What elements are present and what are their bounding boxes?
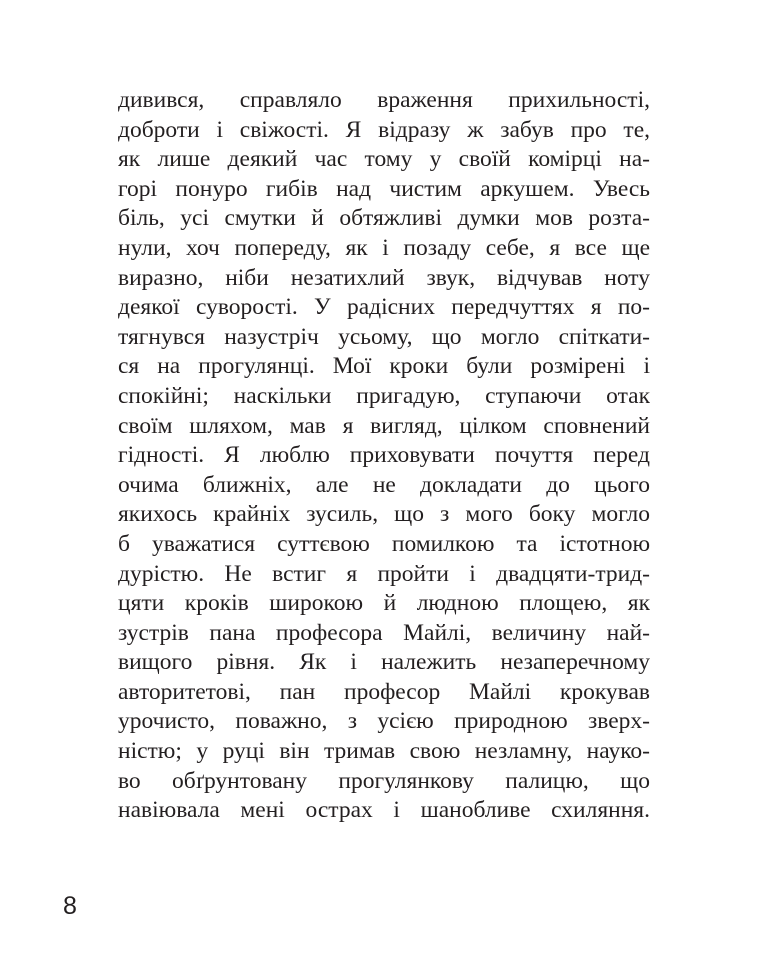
- text-line: цяти кроків широкою й людною площею, як: [118, 590, 650, 617]
- text-line: дивився, справляло враження прихильності,: [118, 87, 650, 113]
- text-line: деякої суворості. У радісних передчуттях я по-: [118, 294, 650, 321]
- text-line: якихось крайніх зусиль, що з мого боку могло: [118, 501, 650, 528]
- text-line: ся на прогулянці. Мої кроки були розмірені і: [118, 353, 650, 380]
- text-line: спокійні; наскільки пригадую, ступаючи отак: [118, 382, 650, 409]
- page-number: 8: [63, 892, 77, 920]
- text-line: гідності. Я люблю приховувати почуття перед: [118, 442, 650, 469]
- text-line: горі понуро гибів над чистим аркушем. Увесь: [118, 175, 650, 202]
- text-line: нули, хоч попереду, як і позаду себе, я все ще: [118, 234, 650, 261]
- text-line: авторитетові, пан професор Майлі крокував: [118, 678, 650, 705]
- text-line: очима ближніх, але не докладати до цього: [118, 471, 650, 498]
- text-line: дурістю. Не встиг я пройти і двадцяти-трид-: [118, 560, 650, 587]
- text-line: урочисто, поважно, з усією природною зверх-: [118, 708, 650, 735]
- text-line: ністю; у руці він тримав свою незламну, науко-: [118, 738, 650, 765]
- text-line: зустрів пана професора Майлі, величину най-: [118, 619, 650, 646]
- text-line: навіювала мені острах і шанобливе схиляння.: [118, 797, 650, 824]
- text-line: виразно, ніби незатихлий звук, відчував ноту: [118, 264, 650, 291]
- text-line: во обґрунтовану прогулянкову палицю, що: [118, 767, 650, 794]
- text-line: доброти і свіжості. Я відразу ж забув про те,: [118, 116, 650, 143]
- text-line: біль, усі смутки й обтяжливі думки мов розта-: [118, 205, 650, 232]
- text-line: б уважатися суттєвою помилкою та істотною: [118, 530, 650, 557]
- body-text: [118, 86, 650, 826]
- text-line: вищого рівня. Як і належить незаперечному: [118, 649, 650, 676]
- text-line: тягнувся назустріч усьому, що могло спіткати-: [118, 323, 650, 350]
- text-line: як лише деякий час тому у своїй комірці на-: [118, 146, 650, 173]
- text-line: своїм шляхом, мав я вигляд, цілком сповнений: [118, 412, 650, 439]
